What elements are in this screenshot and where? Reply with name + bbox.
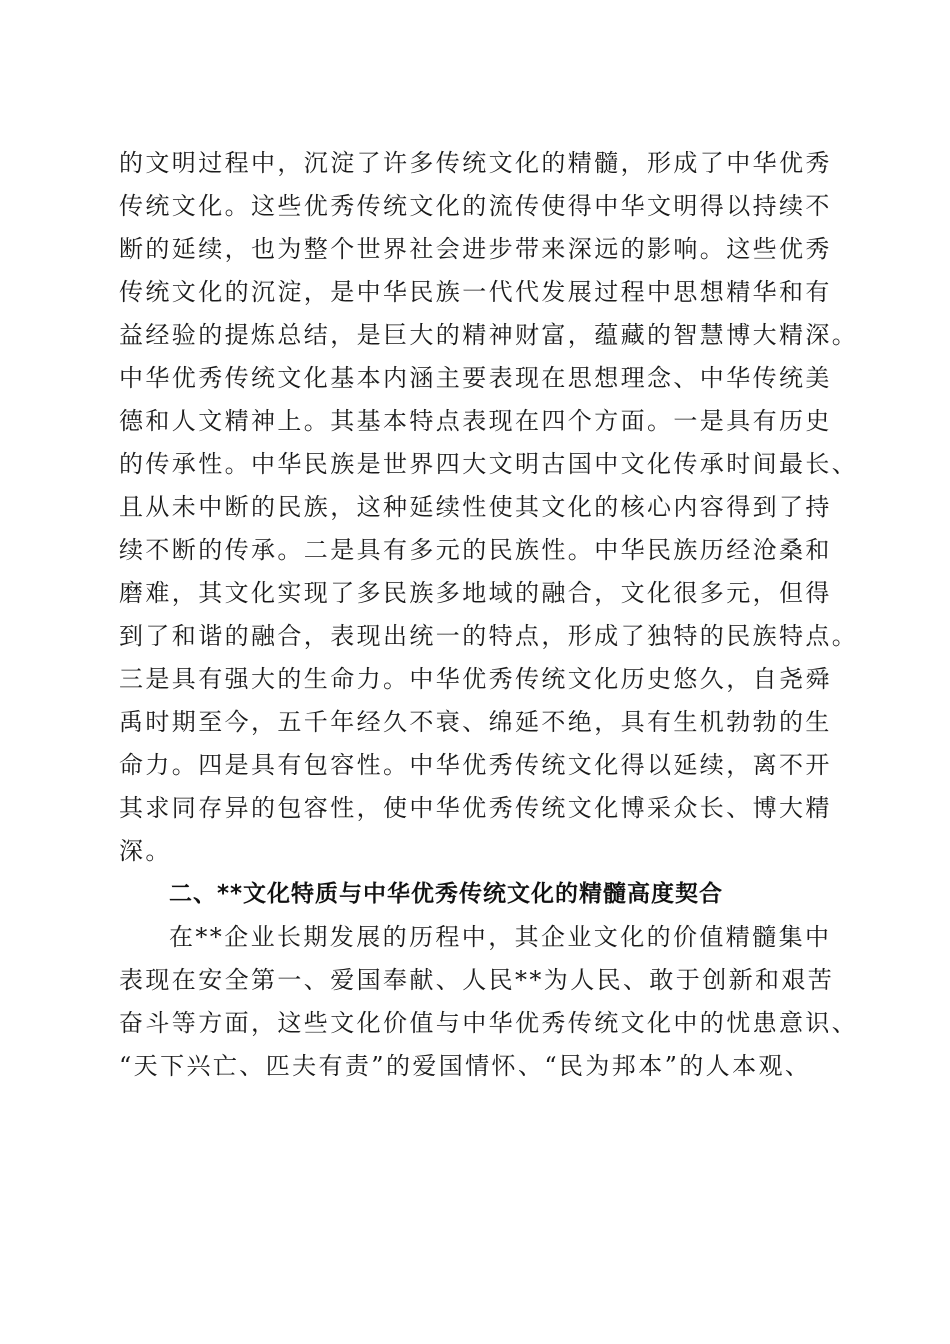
body-text-line: 传统文化。这些优秀传统文化的流传使得中华文明得以持续不 [119, 192, 832, 220]
body-text-line: 表现在安全第一、爱国奉献、人民**为人民、敢于创新和艰苦 [119, 966, 835, 994]
body-text-line: “天下兴亡、匹夫有责”的爱国情怀、“民为邦本”的人本观、 [119, 1052, 812, 1080]
body-text-line: 其求同存异的包容性，使中华优秀传统文化博采众长、博大精 [119, 794, 832, 822]
body-text-line: 的传承性。中华民族是世界四大文明古国中文化传承时间最长、 [119, 450, 859, 478]
section-heading: 二、**文化特质与中华优秀传统文化的精髓高度契合 [169, 881, 724, 907]
body-text-line: 且从未中断的民族，这种延续性使其文化的核心内容得到了持 [119, 493, 832, 521]
body-text-line: 益经验的提炼总结，是巨大的精神财富，蕴藏的智慧博大精深。 [119, 321, 859, 349]
body-text-line: 到了和谐的融合，表现出统一的特点，形成了独特的民族特点。 [119, 622, 859, 650]
body-text-line: 在**企业长期发展的历程中，其企业文化的价值精髓集中 [169, 923, 832, 951]
body-text-line: 奋斗等方面，这些文化价值与中华优秀传统文化中的忧患意识、 [119, 1009, 859, 1037]
body-text-line: 磨难，其文化实现了多民族多地域的融合，文化很多元，但得 [119, 579, 832, 607]
body-text-line: 断的延续，也为整个世界社会进步带来深远的影响。这些优秀 [119, 235, 832, 263]
body-text-line: 三是具有强大的生命力。中华优秀传统文化历史悠久，自尧舜 [119, 665, 832, 693]
body-text-line: 德和人文精神上。其基本特点表现在四个方面。一是具有历史 [119, 407, 832, 435]
body-text-line: 命力。四是具有包容性。中华优秀传统文化得以延续，离不开 [119, 751, 832, 779]
body-text-line: 续不断的传承。二是具有多元的民族性。中华民族历经沧桑和 [119, 536, 832, 564]
body-text-line: 深。 [119, 837, 172, 865]
body-text-line: 传统文化的沉淀，是中华民族一代代发展过程中思想精华和有 [119, 278, 832, 306]
body-text-line: 禹时期至今，五千年经久不衰、绵延不绝，具有生机勃勃的生 [119, 708, 832, 736]
body-text-line: 中华优秀传统文化基本内涵主要表现在思想理念、中华传统美 [119, 364, 832, 392]
body-text-line: 的文明过程中，沉淀了许多传统文化的精髓，形成了中华优秀 [119, 149, 832, 177]
